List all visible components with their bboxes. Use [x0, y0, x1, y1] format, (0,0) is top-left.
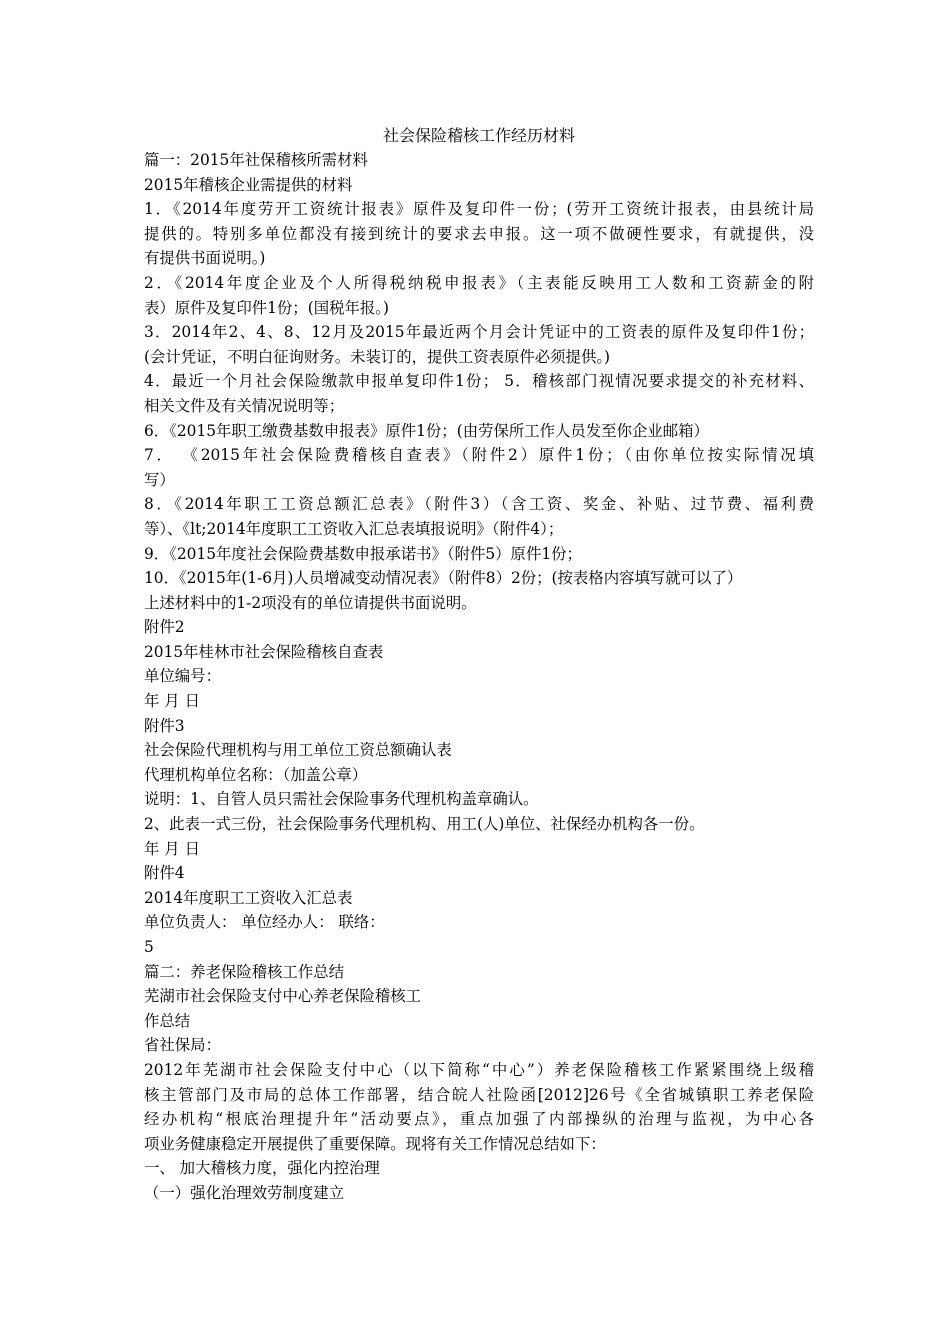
text-line: 代理机构单位名称：（加盖公章）	[144, 765, 368, 784]
text-line: 2012年芜湖市社会保险支付中心（以下简称“中心”）养老保险稽核工作紧紧围绕上级稽	[144, 1060, 814, 1079]
text-line: 等）、《lt;2014年度职工工资收入汇总表填报说明》（附件4）；	[144, 519, 564, 538]
text-line: 2015年桂林市社会保险稽核自查表	[144, 642, 384, 661]
text-line: 核主管部门及市局的总体工作部署，结合皖人社险函[2012]26号《全省城镇职工养老保险	[144, 1085, 814, 1104]
text-line: 说明：1、自管人员只需社会保险事务代理机构盖章确认。	[144, 790, 539, 809]
text-line: 社会保险代理机构与用工单位工资总额确认表	[144, 741, 452, 760]
text-line: 有提供书面说明。)	[144, 249, 266, 268]
document-title: 社会保险稽核工作经历材料	[382, 126, 575, 145]
text-line: 单位负责人： 单位经办人： 联络：	[144, 913, 385, 932]
text-line: 写）	[144, 470, 175, 489]
text-line: 省社保局：	[144, 1036, 221, 1055]
text-line: 提供的。特别多单位都没有接到统计的要求去申报。这一项不做硬性要求，有就提供，没	[144, 224, 814, 243]
text-line: 附件2	[144, 618, 185, 637]
text-line: 7． 《2015年社会保险费稽核自查表》（附件2）原件1份；（由你单位按实际情况填	[144, 446, 814, 465]
text-line: 单位编号：	[144, 667, 221, 686]
document-body	[144, 148, 814, 1206]
text-line: 6．《2015年职工缴费基数申报表》原件1份；(由劳保所工作人员发至你企业邮箱）	[144, 421, 709, 440]
text-line: 作总结	[144, 1011, 191, 1030]
text-line: 3．2014年2、4、8、12月及2015年最近两个月会计凭证中的工资表的原件及复印件1份；	[144, 323, 814, 342]
text-line: 一、 加大稽核力度，强化内控治理	[144, 1159, 380, 1178]
text-line: 8．《2014年职工工资总额汇总表》（附件3）（含工资、奖金、补贴、过节费、福利费	[144, 495, 814, 514]
text-line: 上述材料中的1-2项没有的单位请提供书面说明。	[144, 593, 477, 612]
text-line: 2015年稽核企业需提供的材料	[144, 175, 353, 194]
text-line: 表）原件及复印件1份；(国税年报。)	[144, 298, 389, 317]
text-line: 项业务健康稳定开展提供了重要保障。现将有关工作情况总结如下：	[144, 1134, 606, 1153]
text-line: 2．《2014年度企业及个人所得税纳税申报表》（主表能反映用工人数和工资薪金的附	[144, 273, 814, 292]
text-line: 篇二：养老保险稽核工作总结	[144, 962, 345, 981]
text-line: 年 月 日	[144, 692, 200, 711]
text-line: 附件3	[144, 716, 185, 735]
text-line: (会计凭证，不明白征询财务。未装订的，提供工资表原件必须提供。)	[144, 347, 611, 366]
text-line: 4．最近一个月社会保险缴款申报单复印件1份； 5．稽核部门视情况要求提交的补充材料、	[144, 372, 814, 391]
text-line: 相关文件及有关情况说明等；	[144, 396, 345, 415]
text-line: 年 月 日	[144, 839, 200, 858]
text-line: 2、此表一式三份，社会保险事务代理机构、用工(人)单位、社保经办机构各一份。	[144, 815, 705, 834]
text-line: 芜湖市社会保险支付中心养老保险稽核工	[144, 987, 422, 1006]
text-line: 经办机构“根底治理提升年”活动要点》，重点加强了内部操纵的治理与监视，为中心各	[144, 1110, 814, 1129]
text-line: 2014年度职工工资收入汇总表	[144, 888, 353, 907]
text-line: （一）强化治理效劳制度建立	[144, 1183, 345, 1202]
text-line: 5	[144, 938, 154, 956]
text-line: 篇一：2015年社保稽核所需材料	[144, 151, 368, 169]
document-page	[144, 124, 814, 1206]
text-line: 附件4	[144, 864, 185, 883]
text-line: 9．《2015年度社会保险费基数申报承诺书》（附件5）原件1份；	[144, 544, 582, 563]
text-line: 10．《2015年(1-6月)人员增减变动情况表》（附件8）2份；(按表格内容填写就可以了）	[144, 569, 743, 588]
text-line: 1．《2014年度劳开工资统计报表》原件及复印件一份；(劳开工资统计报表，由县统计局	[144, 200, 814, 219]
